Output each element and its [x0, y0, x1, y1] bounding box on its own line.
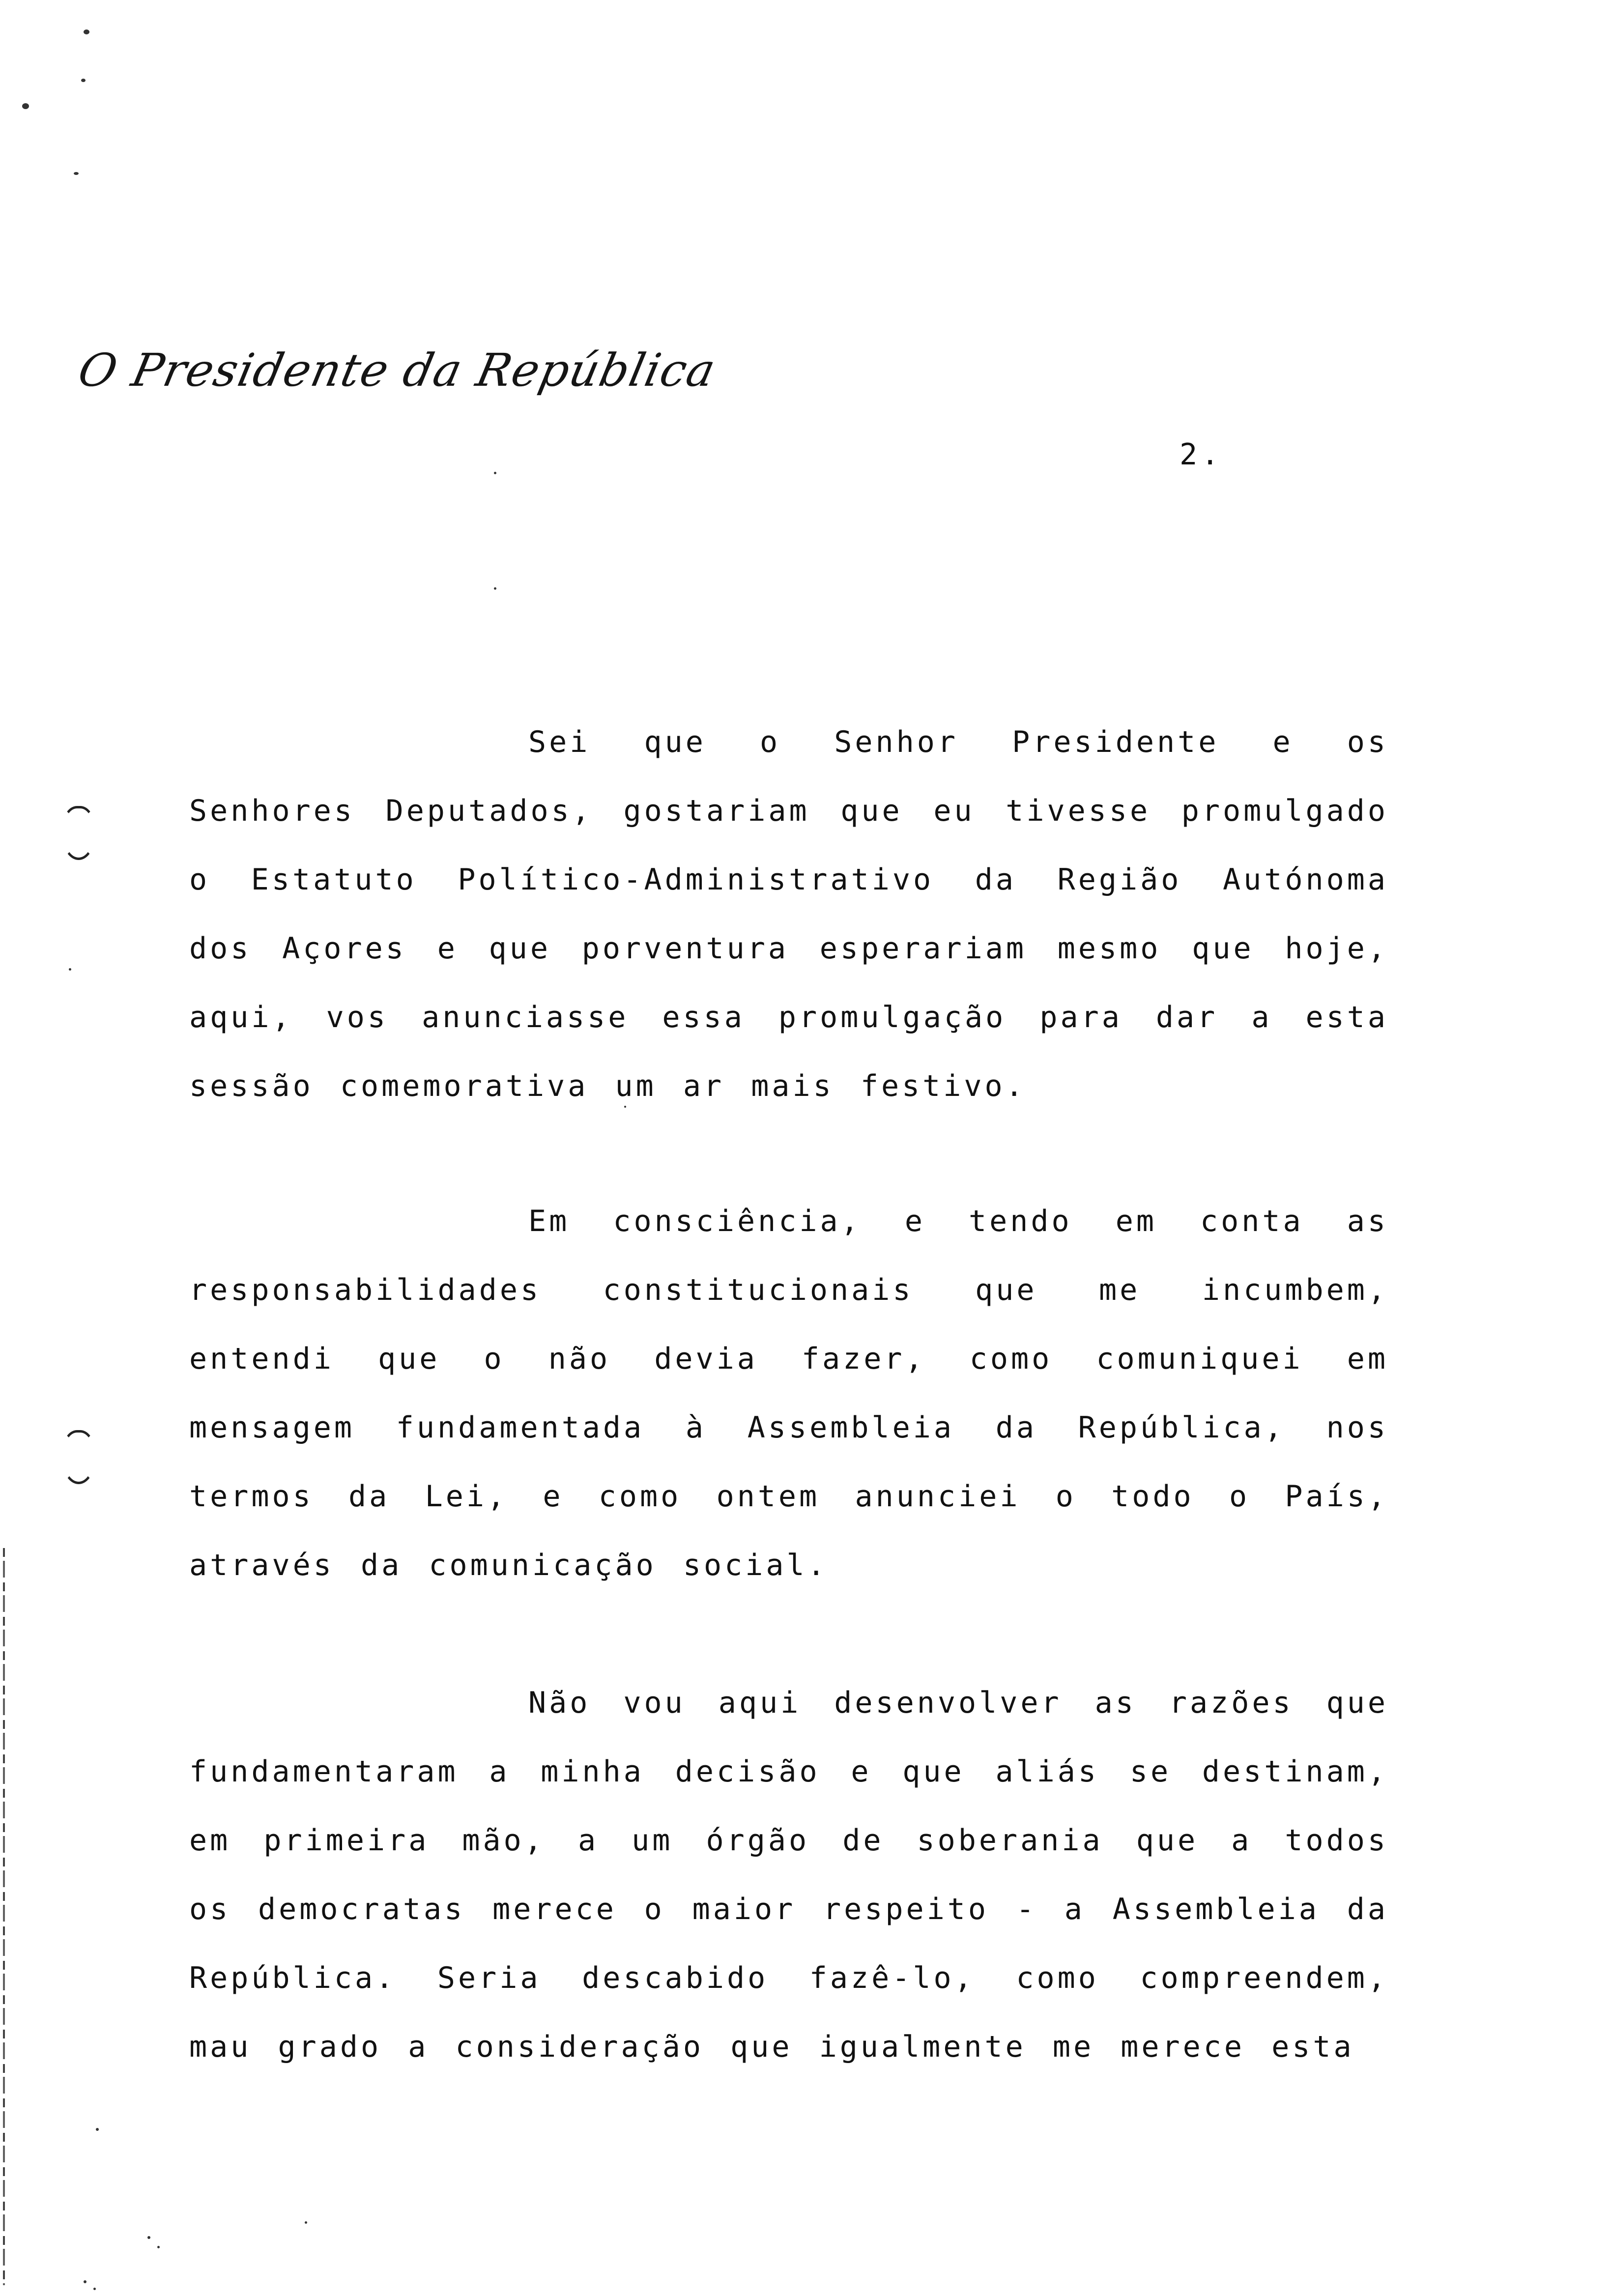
- scan-speck: [22, 103, 29, 109]
- scan-speck: [305, 2221, 307, 2224]
- scan-speck: [624, 1106, 626, 1108]
- paragraph-3: Não vou aqui desenvolver as razões que fundamentaram a minha decisão e que aliás se destinam, em primeira mão, a um órgão de soberania que a todos os democratas merece o maior respeito - a Assembleia da República. Seria descabido fazê-lo, como compreendem, mau grado a consideração que igualmente me merece esta: [189, 1686, 1388, 2064]
- punch-hole-icon: [61, 806, 96, 860]
- scan-speck: [494, 472, 496, 474]
- page-number: 2.: [1180, 437, 1223, 472]
- scan-speck: [81, 79, 86, 82]
- scan-speck: [84, 2280, 86, 2283]
- scan-speck: [74, 172, 79, 175]
- scan-speck: [147, 2236, 150, 2239]
- scan-speck: [69, 968, 71, 971]
- punch-hole-icon: [61, 1430, 96, 1484]
- scan-speck: [84, 29, 89, 34]
- scan-speck: [157, 2246, 160, 2248]
- scan-edge-artifact: [3, 1548, 5, 2285]
- paragraph-1: Sei que o Senhor Presidente e os Senhores Deputados, gostariam que eu tivesse promulgado o Estatuto Político-Administrativo da Região Autónoma dos Açores e que porventura esperariam mesmo que hoje, aqui, vos anunciasse essa promulgação para dar a esta sessão comemorativa um ar mais festivo.: [189, 725, 1388, 1103]
- scan-speck: [96, 2128, 99, 2131]
- paragraph-2: Em consciência, e tendo em conta as responsabilidades constitucionais que me incumbem, entendi que o não devia fazer, como comuniquei em mensagem fundamentada à Assembleia da República, nos termos da Lei, e como ontem anunciei o todo o País, através da comunicação social.: [189, 1204, 1388, 1582]
- letterhead-script: O Presidente da República: [74, 344, 721, 397]
- scan-speck: [494, 587, 496, 590]
- scan-speck: [93, 2288, 96, 2290]
